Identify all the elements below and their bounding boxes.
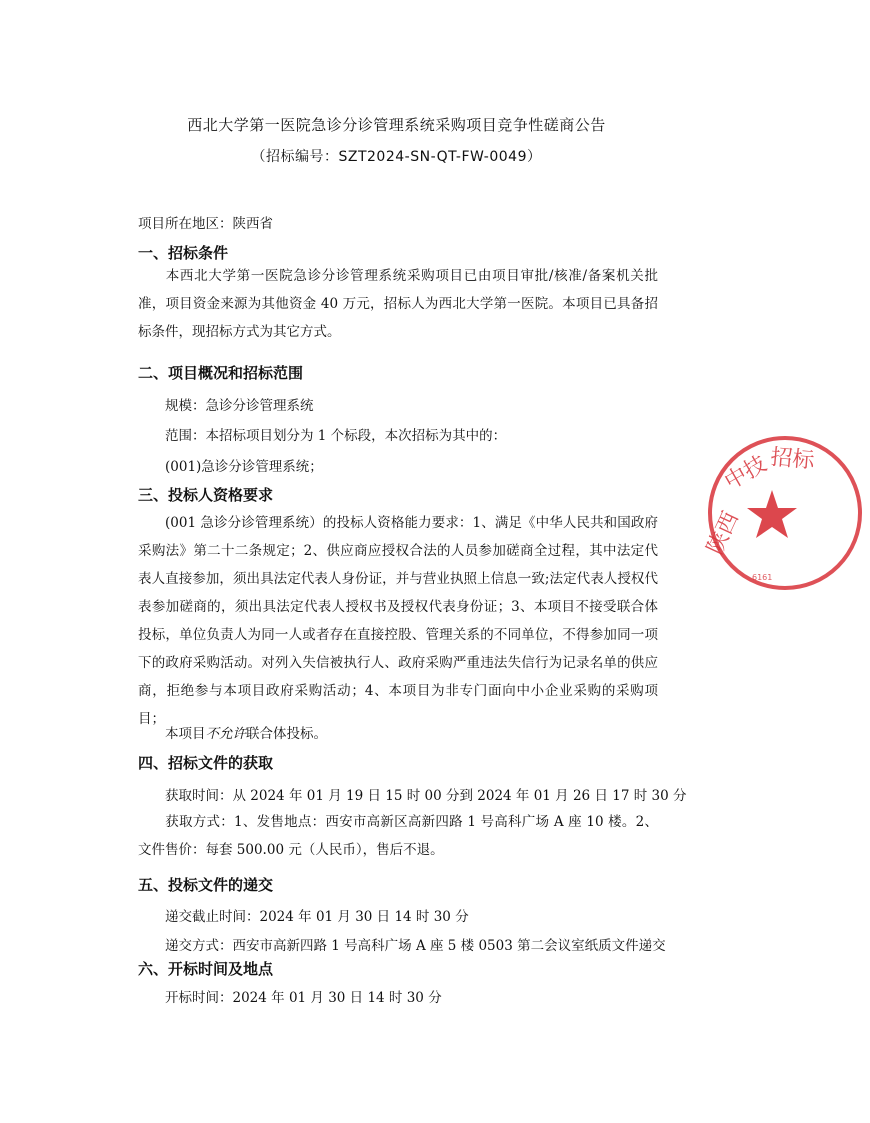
tender-code: （招标编号：SZT2024-SN-QT-FW-0049） [251, 149, 542, 165]
project-region: 项目所在地区：陕西省 [138, 216, 273, 232]
section-1-text: 本西北大学第一医院急诊分诊管理系统采购项目已由项目审批/核准/备案机关批准，项目资金来源为其他资金 40 万元，招标人为西北大学第一医院。本项目已具备招标条件，现招标方式为其它方式。 [138, 268, 658, 340]
note-prefix: 本项目 [165, 726, 206, 742]
submit-method: 递交方式：西安市高新四路 1 号高科广场 A 座 5 楼 0503 第二会议室纸质文件递交 [165, 938, 666, 954]
lot-line: (001)急诊分诊管理系统； [165, 459, 323, 475]
section-heading-4: 四、招标文件的获取 [138, 754, 274, 772]
section-heading-5: 五、投标文件的递交 [138, 876, 274, 894]
acquire-method [138, 808, 658, 864]
svg-text:陕西: 陕西 [702, 508, 745, 559]
acquire-time: 获取时间：从 2024 年 01 月 19 日 15 时 00 分到 2024 年 01 月 26 日 17 时 30 分 [165, 788, 687, 804]
joint-bid-note [165, 722, 327, 742]
svg-text:招标: 招标 [769, 445, 816, 474]
svg-text:6161: 6161 [752, 573, 773, 582]
section-body-3 [138, 509, 658, 733]
section-heading-1: 一、招标条件 [138, 244, 229, 262]
document-title: 西北大学第一医院急诊分诊管理系统采购项目竞争性磋商公告 [187, 116, 606, 134]
note-suffix: 联合体投标。 [246, 726, 327, 742]
submit-deadline: 递交截止时间：2024 年 01 月 30 日 14 时 30 分 [165, 909, 469, 925]
section-heading-3: 三、投标人资格要求 [138, 486, 274, 504]
qualification-text: (001 急诊分诊管理系统）的投标人资格能力要求：1、满足《中华人民共和国政府采购法》第二十二条规定；2、供应商应授权合法的人员参加磋商全过程，其中法定代表人直接参加，须出具法定代表人身份证，并与营业执照上信息一致;法定代表人授权代表参加磋商的，须出具法定代表人授权书及授权代表身份证；3、本项目不接受联合体投标，单位负责人为同一人或者存在直接控股、管理关系的不同单位，不得参加同一项下的政府采购活动。对列入失信被执行人、政府采购严重违法失信行为记录名单的供应商，拒绝参与本项目政府采购活动；4、本项目为非专门面向中小企业采购的采购项目； [138, 515, 658, 727]
svg-text:中技: 中技 [720, 451, 772, 496]
section-heading-2: 二、项目概况和招标范围 [138, 364, 304, 382]
section-heading-6: 六、开标时间及地点 [138, 960, 274, 978]
acquire-method-text: 获取方式：1、发售地点：西安市高新区高新四路 1 号高科广场 A 座 10 楼。2、文件售价：每套 500.00 元（人民币），售后不退。 [138, 814, 658, 858]
section-body-1 [138, 262, 658, 346]
company-seal [700, 428, 870, 598]
scope-line: 范围：本招标项目划分为 1 个标段，本次招标为其中的： [165, 428, 507, 444]
note-italic: 不允许 [205, 726, 246, 742]
scale-line: 规模：急诊分诊管理系统 [165, 398, 314, 414]
opening-time: 开标时间：2024 年 01 月 30 日 14 时 30 分 [165, 990, 442, 1006]
